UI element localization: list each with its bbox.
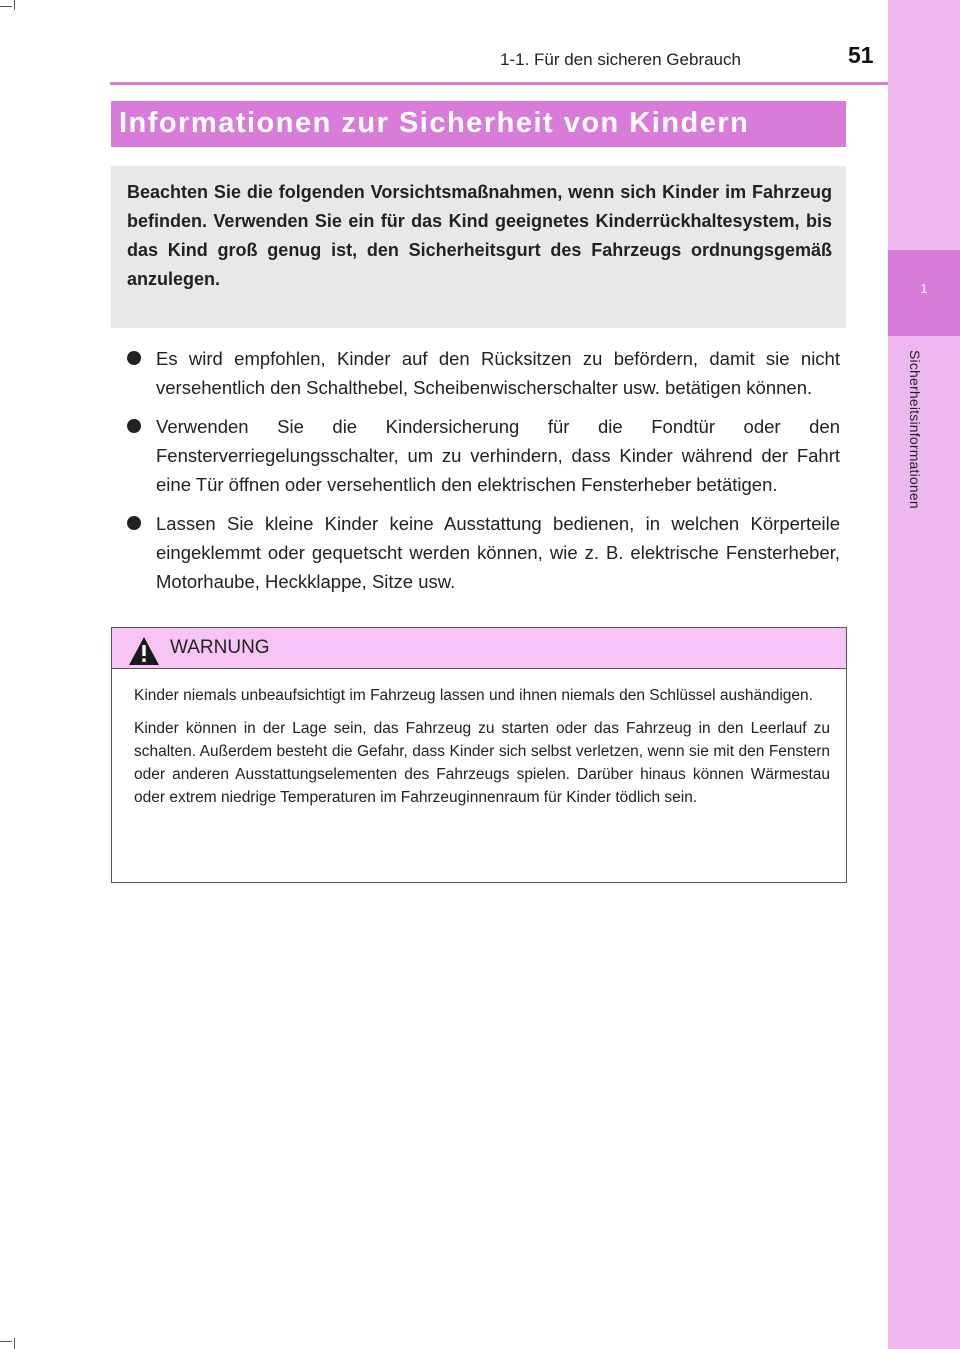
bullet-text: Verwenden Sie die Kindersicherung für die Fondtür oder den Fensterverriegelungsschalter, um zu verhindern, dass Kinder während der Fahrt eine Tür öffnen oder versehentlich den elektrischen Fensterheber betätigen. <box>156 416 840 495</box>
crop-mark <box>0 1341 12 1342</box>
warning-body <box>134 684 830 819</box>
crop-mark <box>0 6 12 7</box>
crop-mark <box>14 0 15 10</box>
crop-mark <box>14 1338 15 1349</box>
warning-box <box>111 627 847 883</box>
warning-header <box>112 628 846 669</box>
warning-paragraph: Kinder niemals unbeaufsichtigt im Fahrzeug lassen und ihnen niemals den Schlüssel aushändigen. <box>134 687 813 704</box>
warning-paragraph: Kinder können in der Lage sein, das Fahrzeug zu starten oder das Fahrzeug in den Leerlauf zu schalten. Außerdem besteht die Gefahr, dass Kinder sich selbst verletzen, wenn sie mit den Fenstern oder anderen Ausstattungselementen des Fahrzeugs spielen. Darüber hinaus können Wärmestau oder extrem niedrige Temperaturen im Fahrzeuginnenraum für Kinder tödlich sein. <box>134 720 830 806</box>
bullet-dot-icon <box>127 516 141 530</box>
bullet-list <box>127 344 840 606</box>
section-header: 1-1. Für den sicheren Gebrauch <box>500 50 741 69</box>
page-number: 51 <box>848 42 874 68</box>
intro-box <box>111 166 846 328</box>
chapter-label: Sicherheitsinformationen <box>907 350 923 509</box>
list-item <box>127 412 840 499</box>
list-item <box>127 344 840 402</box>
header-rule <box>110 82 888 85</box>
side-tab-strip <box>888 0 960 1349</box>
list-item <box>127 509 840 596</box>
warning-title: WARNUNG <box>170 637 270 658</box>
warning-triangle-icon <box>128 636 160 666</box>
bullet-dot-icon <box>127 351 141 365</box>
chapter-number-tab: 1 <box>888 250 960 336</box>
intro-text: Beachten Sie die folgenden Vorsichtsmaßnahmen, wenn sich Kinder im Fahrzeug befinden. Verwenden Sie ein für das Kind geeignetes Kinderrückhaltesystem, bis das Kind groß genug ist, den Sicherheitsgurt des Fahrzeugs ordnungsgemäß anzulegen. <box>127 182 832 289</box>
bullet-dot-icon <box>127 419 141 433</box>
bullet-text: Es wird empfohlen, Kinder auf den Rücksitzen zu befördern, damit sie nicht versehentlich den Schalthebel, Scheibenwischerschalter usw. betätigen können. <box>156 348 840 398</box>
bullet-text: Lassen Sie kleine Kinder keine Ausstattung bedienen, in welchen Körperteile eingeklemmt oder gequetscht werden können, wie z. B. elektrische Fensterheber, Motorhaube, Heckklappe, Sitze usw. <box>156 513 840 592</box>
page-title: Informationen zur Sicherheit von Kindern <box>119 107 750 139</box>
title-bar <box>111 101 846 147</box>
